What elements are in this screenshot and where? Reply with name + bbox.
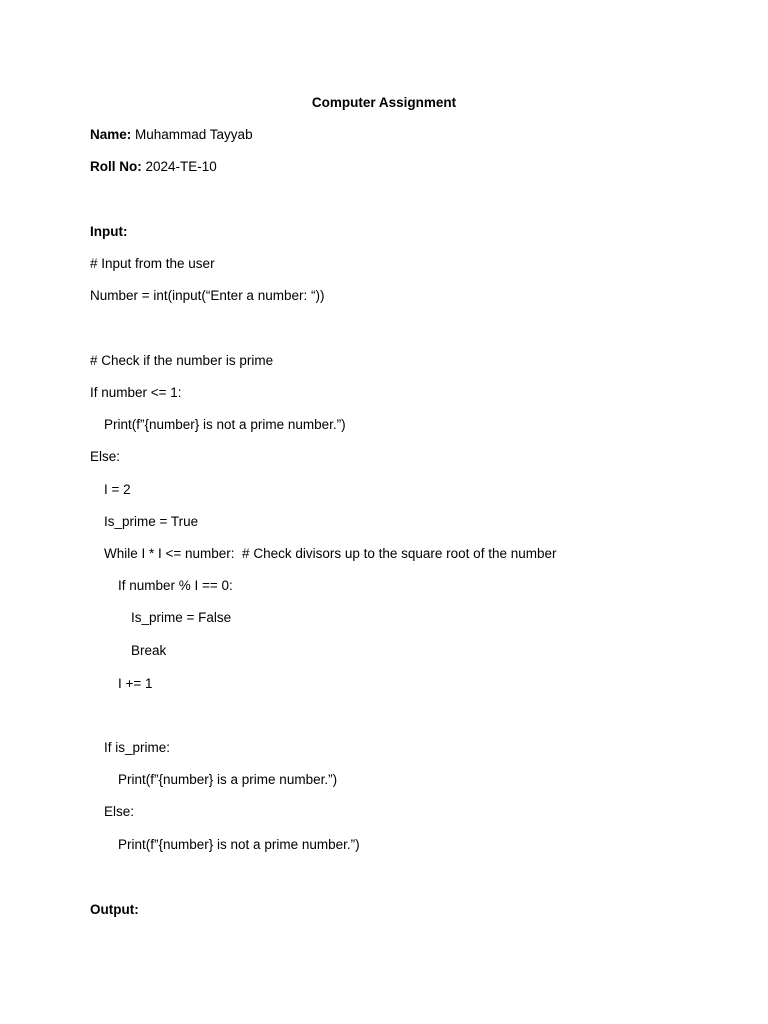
code-line-14: If is_prime: [104, 740, 171, 755]
output-heading: Output: [90, 902, 139, 917]
code-line-17: Print(f”{number} is not a prime number.”) [118, 837, 360, 852]
document-title: Computer Assignment [311, 95, 457, 110]
code-line-11: Is_prime = False [131, 610, 232, 625]
code-line-1: # Input from the user [90, 256, 215, 271]
code-line-5: Print(f”{number} is not a prime number.”) [104, 417, 346, 432]
name-line [90, 126, 253, 144]
code-line-4: If number <= 1: [90, 385, 182, 400]
code-line-16: Else: [104, 804, 135, 819]
roll-number-value: 2024-TE-10 [141, 159, 217, 174]
roll-number-line [90, 158, 217, 176]
code-line-7: I = 2 [104, 482, 131, 497]
roll-number-label: Roll No: [90, 159, 142, 174]
code-line-3: # Check if the number is prime [90, 353, 274, 368]
name-label: Name: [90, 127, 132, 142]
code-line-15: Print(f”{number} is a prime number.”) [118, 772, 338, 787]
code-line-10: If number % I == 0: [118, 578, 233, 593]
code-line-13: I += 1 [118, 676, 153, 691]
code-line-12: Break [131, 643, 167, 658]
input-heading: Input: [90, 224, 128, 239]
code-line-8: Is_prime = True [104, 514, 199, 529]
code-line-2: Number = int(input(“Enter a number: “)) [90, 288, 325, 303]
code-line-6: Else: [90, 449, 121, 464]
name-value: Muhammad Tayyab [131, 127, 253, 142]
code-line-9: While I * I <= number: # Check divisors up to the square root of the number [104, 546, 557, 561]
